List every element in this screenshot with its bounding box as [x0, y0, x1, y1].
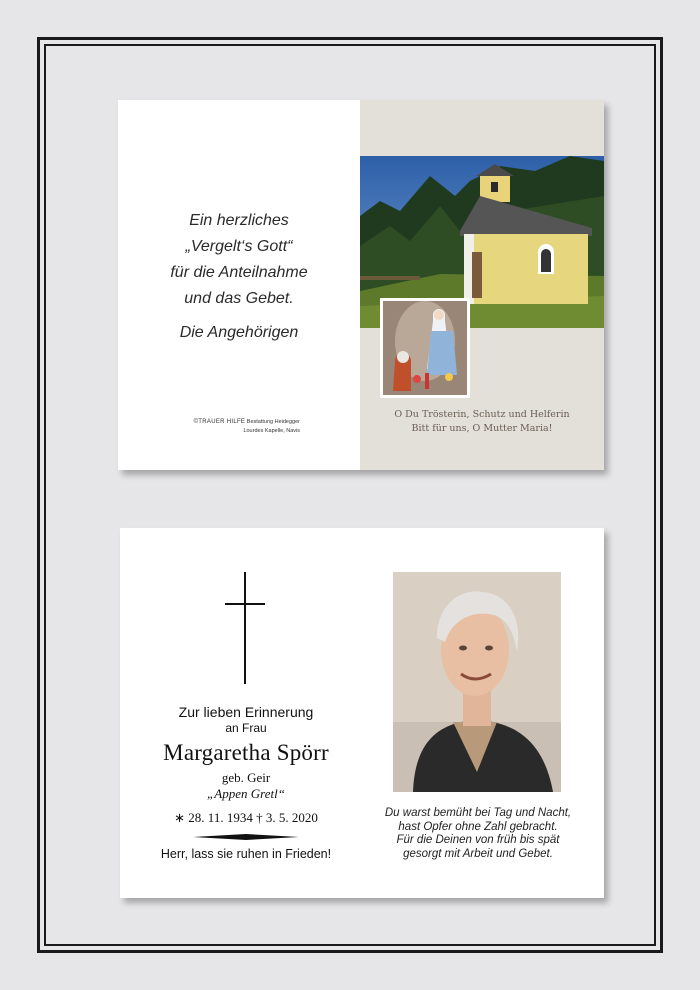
poem-line: Für die Deinen von früh bis spät [396, 834, 560, 846]
prayer-line: O Du Trösterin, Schutz und Helferin [394, 409, 570, 420]
poem-text [373, 807, 583, 861]
deceased-name: Margaretha Spörr [163, 740, 329, 765]
chapel-panel [360, 100, 604, 470]
poem-line: hast Opfer ohne Zahl gebracht. [398, 820, 558, 833]
poem-line: gesorgt mit Arbeit und Gebet. [403, 847, 553, 860]
thank-you-line: Ein herzliches [189, 212, 289, 229]
credit-line: Bestattung Heidegger [246, 419, 300, 425]
memory-line: an Frau [225, 721, 267, 735]
thank-you-panel [118, 100, 360, 470]
nickname: „Appen Gretl“ [207, 786, 285, 801]
prayer-text [360, 408, 604, 436]
thank-you-line: für die Anteilnahme [170, 264, 308, 281]
thank-you-text [118, 208, 360, 312]
prayer-line: Bitt für uns, O Mutter Maria! [411, 423, 553, 434]
thank-you-line: und das Gebet. [184, 290, 294, 307]
memorial-card [120, 528, 604, 898]
funeral-credit [194, 418, 300, 436]
latin-cross-icon [225, 572, 265, 684]
rest-in-peace-text: Herr, lass sie ruhen in Frieden! [160, 847, 332, 861]
ornament-divider-icon [193, 833, 299, 841]
grotto-photo [380, 298, 470, 398]
credit-brand: ©TRAUER HILFE [193, 419, 246, 425]
memory-line: Zur lieben Erinnerung [178, 704, 314, 720]
thank-you-line: „Vergelt‘s Gott“ [185, 238, 293, 255]
credit-line: Lourdes Kapelle, Navis [243, 428, 300, 434]
portrait-photo [393, 572, 561, 792]
poem-line: Du warst bemüht bei Tag und Nacht, [384, 807, 572, 819]
family-signature: Die Angehörigen [179, 324, 299, 341]
birth-name: geb. Geir [221, 770, 271, 785]
thank-you-card [118, 100, 604, 470]
life-dates: ∗ 28. 11. 1934 † 3. 5. 2020 [174, 810, 318, 825]
